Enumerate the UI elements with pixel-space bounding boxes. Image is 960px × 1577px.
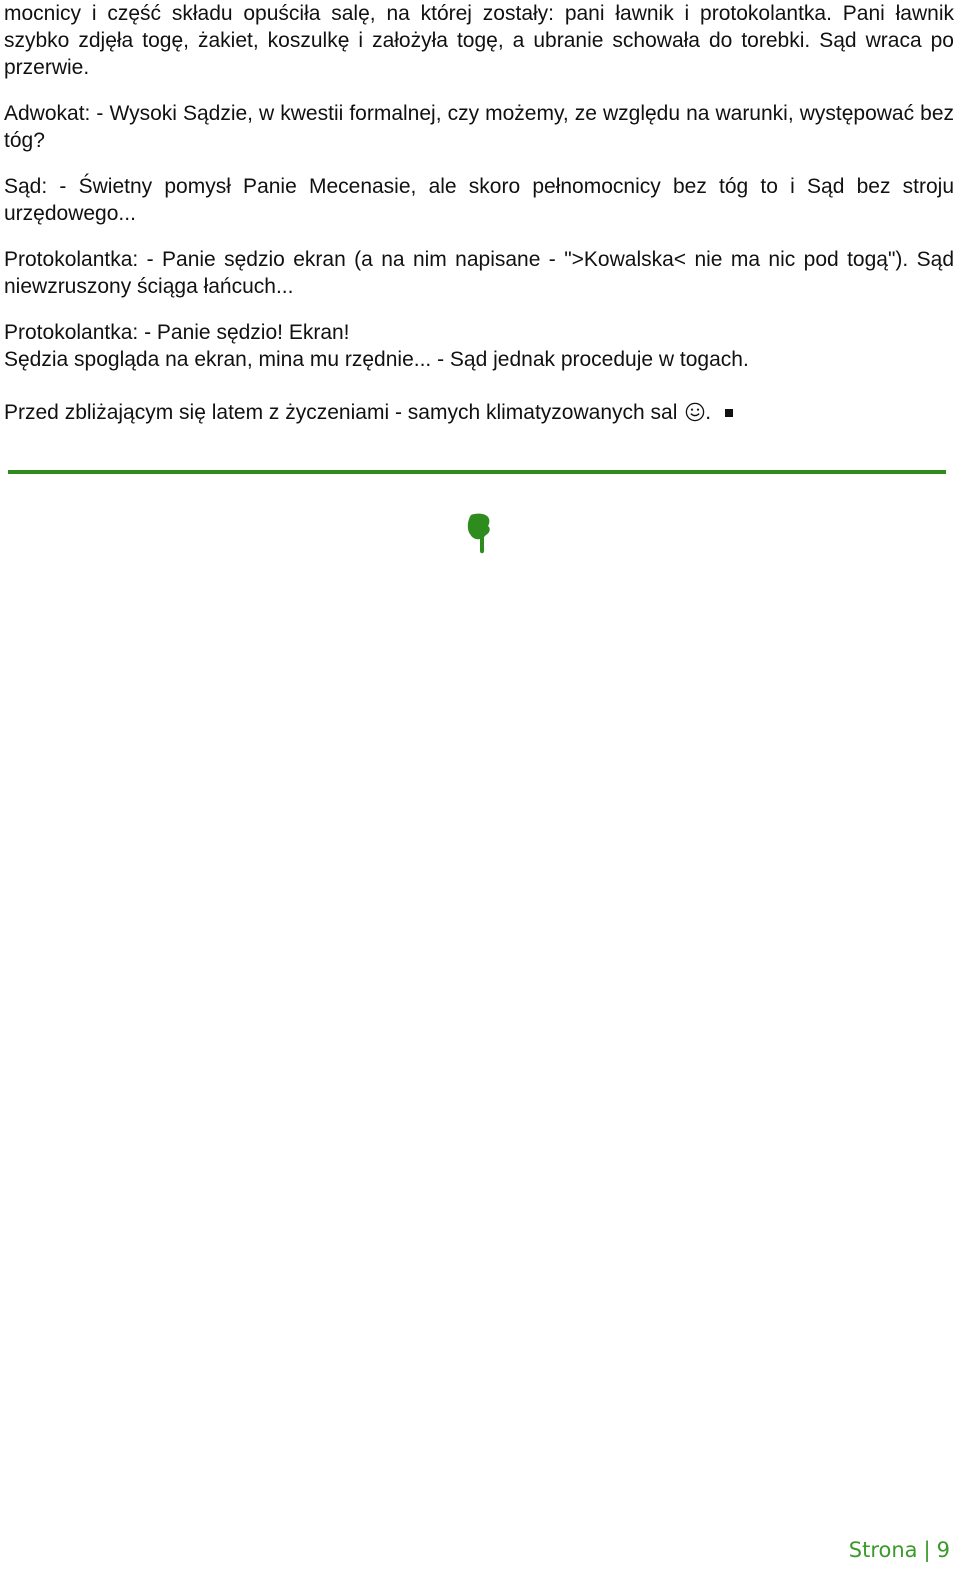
page-number: 9 <box>936 1538 950 1562</box>
closing-text: Przed zbliżającym się latem z życzeniami - samych klimatyzowanych sal <box>4 401 678 424</box>
page-footer <box>849 1538 950 1562</box>
paragraph-4: Protokolantka: - Panie sędzio ekran (a na nim napisane - ">Kowalska< nie ma nic pod togą"). Sąd niewzruszony ściąga łańcuch... <box>4 248 954 298</box>
closing-paragraph <box>4 399 954 426</box>
article-body <box>4 0 954 445</box>
end-of-article-square <box>725 409 733 417</box>
footer-separator: | <box>923 1538 931 1562</box>
paragraph-2: Adwokat: - Wysoki Sądzie, w kwestii formalnej, czy możemy, ze względu na warunki, występować bez tóg? <box>4 102 954 152</box>
footer-label: Strona <box>848 1538 918 1562</box>
green-divider <box>8 470 946 474</box>
paragraph-6: Sędzia spogląda na ekran, mina mu rzędnie... - Sąd jednak proceduje w togach. <box>4 348 749 371</box>
paragraph-3: Sąd: - Świetny pomysł Panie Mecenasie, ale skoro pełnomocnicy bez tóg to i Sąd bez stroju urzędowego... <box>4 175 954 225</box>
smiley-icon <box>685 402 705 422</box>
paragraph-1: mocnicy i część składu opuściła salę, na której zostały: pani ławnik i protokolantka. Pani ławnik szybko zdjęła togę, żakiet, koszulkę i założyła togę, a ubranie schowała do torebki. Sąd wraca po przerwie. <box>4 2 954 79</box>
closing-period: . <box>705 401 712 424</box>
pointing-hand-down-icon <box>465 513 493 555</box>
paragraph-5: Protokolantka: - Panie sędzio! Ekran! <box>4 321 350 344</box>
